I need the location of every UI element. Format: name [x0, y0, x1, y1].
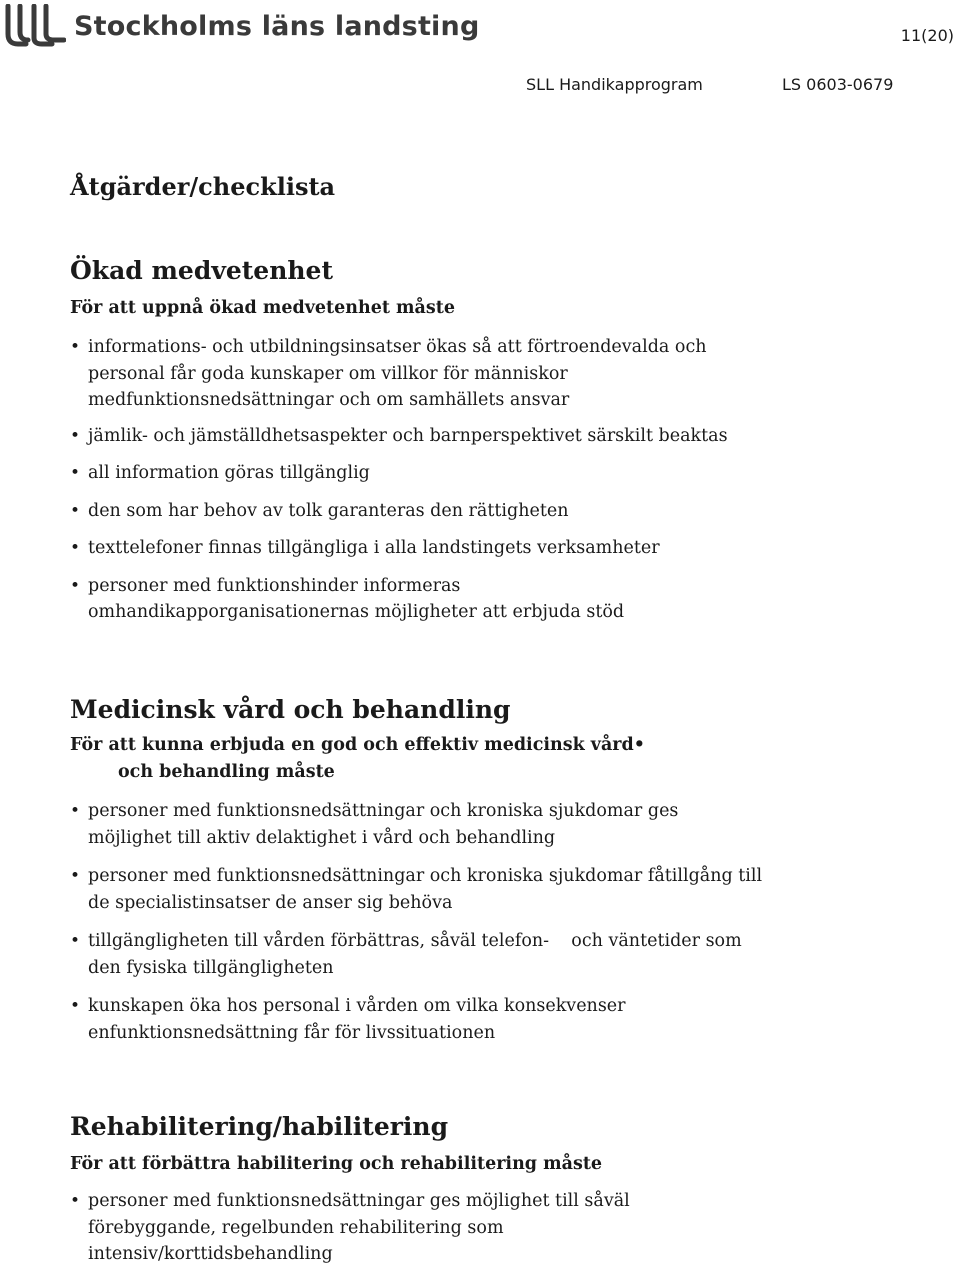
checklist [70, 1188, 870, 1268]
list-item: • personer med funktionsnedsättningar och kroniska sjukdomar ges möjlighet till aktiv delaktighet i vård och behandling [70, 798, 728, 851]
list-item: • personer med funktionsnedsättningar och kroniska sjukdomar fåtillgång till de specialistinsatser de anser sig behöva [70, 863, 768, 916]
organization-logo [4, 4, 479, 48]
list-item: • all information göras tillgänglig [70, 460, 788, 487]
section-lead: För att uppnå ökad medvetenhet måste [70, 298, 455, 318]
organization-name: Stockholms läns landsting [74, 10, 480, 42]
list-item: • texttelefoner finnas tillgängliga i alla landstingets verksamheter [70, 535, 788, 562]
section-heading: Rehabilitering/habilitering [70, 1112, 449, 1141]
program-name: SLL Handikapprogram [526, 75, 703, 94]
section-rehabilitation [70, 1112, 870, 1268]
list-item: • informations- och utbildningsinsatser ökas så att förtroendevalda och personal får goda kunskaper om villkor för människor medfunktionsnedsättningar och om samhällets ansvar [70, 334, 728, 414]
section-lead [70, 732, 870, 786]
document-reference [526, 75, 894, 94]
sll-logo-mark-icon [4, 4, 66, 48]
section-awareness [70, 256, 870, 626]
checklist [70, 798, 870, 1046]
section-medical-care [70, 695, 870, 1046]
section-lead-line2: och behandling måste [118, 762, 335, 782]
document-code: LS 0603-0679 [782, 75, 894, 94]
page-number: 11(20) [900, 26, 954, 45]
list-item: • personer med funktionshinder informeras omhandikapporganisationernas möjligheter att erbjuda stöd [70, 573, 648, 626]
checklist [70, 334, 870, 626]
section-heading: Medicinsk vård och behandling [70, 695, 511, 724]
list-item: • den som har behov av tolk garanteras den rättigheten [70, 498, 788, 525]
list-item: • kunskapen öka hos personal i vården om vilka konsekvenser enfunktionsnedsättning får för livssituationen [70, 993, 668, 1046]
section-heading: Ökad medvetenhet [70, 256, 334, 285]
section-lead-line1: För att kunna erbjuda en god och effektiv medicinsk vård• [70, 735, 645, 755]
list-item: • tillgängligheten till vården förbättras, såväl telefon- och väntetider som den fysiska tillgängligheten [70, 928, 768, 981]
list-item: • jämlik- och jämställdhetsaspekter och barnperspektivet särskilt beaktas [70, 423, 788, 450]
list-item: • personer med funktionsnedsättningar ges möjlighet till såväl förebyggande, regelbunden rehabilitering som intensiv/korttidsbehandling [70, 1188, 698, 1268]
section-lead: För att förbättra habilitering och rehabilitering måste [70, 1154, 603, 1174]
page-title: Åtgärder/checklista [70, 172, 336, 201]
